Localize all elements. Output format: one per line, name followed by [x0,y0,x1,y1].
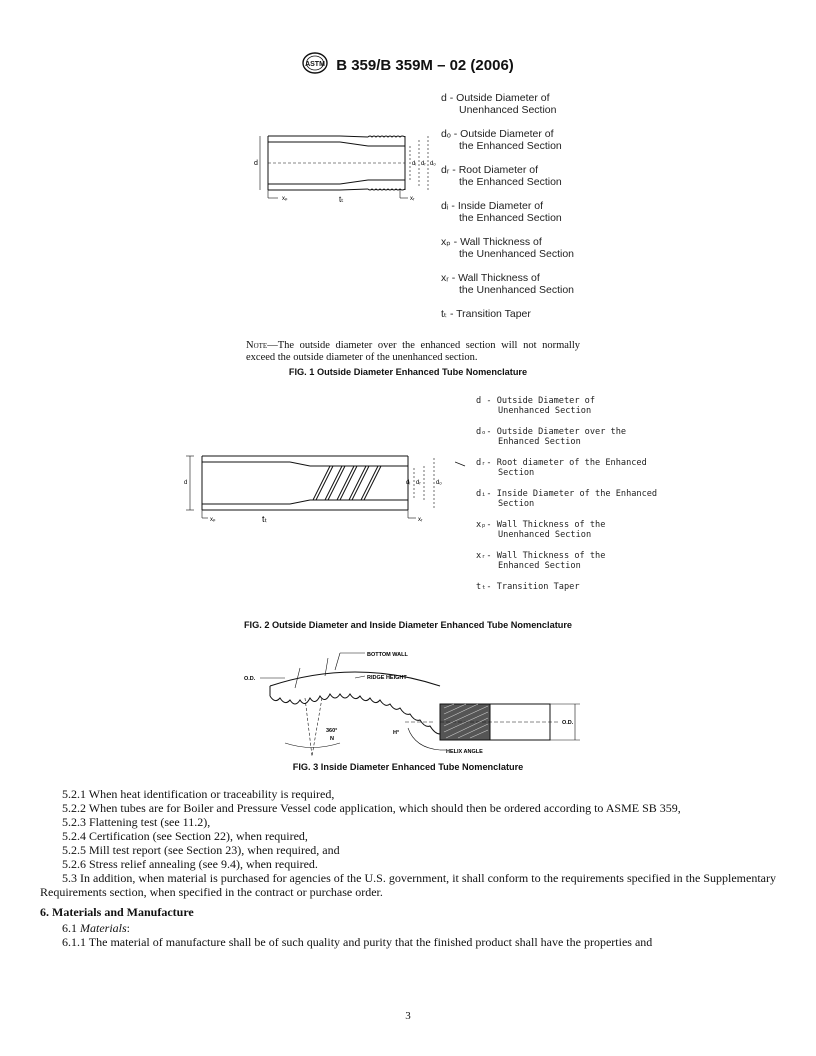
fig3-label-od-right: O.D. [562,720,574,726]
section-heading: 6. Materials and Manufacture [40,905,194,919]
paragraph-5-2-1: 5.2.1 When heat identification or traceability is required, [62,787,335,801]
fig2-legend-item: dᵣ- Root diameter of the Enhanced Section [476,458,647,478]
fig3-label-angle-den: N [330,736,334,742]
fig3-label-od-left: O.D. [244,676,256,682]
fig2-legend-item: dᵢ- Inside Diameter of the Enhanced Section [476,489,658,509]
fig3-label-ridge-height: RIDGE HEIGHT [367,675,407,681]
svg-text:ASTM: ASTM [305,61,326,68]
paragraph-6-1: 6.1 Materials: [62,921,131,935]
fig2-legend-item: tₜ- Transition Taper [476,582,580,592]
paragraph-5-2-2: 5.2.2 When tubes are for Boiler and Pressure Vessel code application, which should then be ordered according to ASME SB 359, [62,801,681,815]
fig1-legend-item: d - Outside Diameter of Unenhanced Section [441,92,557,116]
paragraph-5-3: 5.3 In addition, when material is purchased for agencies of the U.S. government, it shall conform to the requirements specified in the Supplementary Requirements section, when specified in the contract or purchase order. [40,871,776,899]
paragraph-5-2-4: 5.2.4 Certification (see Section 22), when required, [62,829,308,843]
fig1-label-di: dᵢ [412,161,417,167]
fig1-legend-item: dᵣ - Root Diameter of the Enhanced Section [441,164,562,188]
page-number: 3 [405,1010,411,1022]
page-header [0,52,816,79]
fig1-caption: FIG. 1 Outside Diameter Enhanced Tube Nomenclature [288,367,528,377]
body-text [40,787,776,949]
fig1-legend-item: dₒ - Outside Diameter of the Enhanced Section [441,128,562,152]
fig2-label-dr: dᵣ [416,480,421,486]
fig1-legend-item: xᵣ - Wall Thickness of the Unenhanced Section [441,272,575,296]
fig1-diagram [240,128,440,208]
astm-logo-icon [302,52,328,79]
fig1-legend-item: xₚ - Wall Thickness of the Unenhanced Section [441,236,575,260]
fig2-legend-item: xₚ- Wall Thickness of the Unenhanced Section [476,520,606,540]
fig1-legend-item: dᵢ - Inside Diameter of the Enhanced Section [441,200,562,224]
fig2-legend-item: xᵣ- Wall Thickness of the Enhanced Section [476,551,606,571]
fig2-legend-item: dₒ- Outside Diameter over the Enhanced Section [476,427,627,447]
fig3-label-h: H° [393,730,400,736]
fig1-label-do: dₒ [430,161,436,167]
fig2-legend [476,396,676,592]
document-title: B 359/B 359M – 02 (2006) [336,57,514,74]
fig2-caption: FIG. 2 Outside Diameter and Inside Diameter Enhanced Tube Nomenclature [243,620,573,630]
fig2-label-di: dᵢ [406,480,411,486]
paragraph-5-2-5: 5.2.5 Mill test report (see Section 23), when required, and [62,843,340,857]
fig1-label-dr: dᵣ [421,161,426,167]
paragraph-6-1-1: 6.1.1 The material of manufacture shall be of such quality and purity that the finished product shall have the properties and [62,935,653,949]
fig2-diagram [178,448,448,528]
fig3-label-helix-angle: HELIX ANGLE [446,749,483,755]
fig3-label-angle-num: 360° [326,728,338,734]
paragraph-5-2-3: 5.2.3 Flattening test (see 11.2), [62,815,211,829]
fig2-leader-dash [455,459,467,469]
fig1-label-tt: tₜ [339,195,344,204]
fig2-label-xp: xₚ [210,517,216,523]
fig1-legend [441,92,641,320]
fig3-diagram [240,648,600,760]
fig1-label-xr: xᵣ [410,196,415,202]
fig2-label-d: d [184,480,188,486]
fig2-legend-item: d - Outside Diameter of Unenhanced Section [476,396,596,416]
paragraph-5-2-6: 5.2.6 Stress relief annealing (see 9.4), when required. [62,857,318,871]
fig2-label-do: dₒ [436,480,442,486]
fig2-label-tt: tₜ [262,514,268,524]
fig1-label-d: d [254,160,258,167]
fig1-legend-item: tₜ - Transition Taper [441,308,531,320]
fig2-label-xr: xᵣ [418,517,423,523]
fig1-label-xp: xₚ [282,196,288,202]
fig1-note: Note—The outside diameter over the enhanced section will not normally exceed the outside diameter of the unenhanced section. [246,340,580,363]
fig3-label-bottom-wall: BOTTOM WALL [367,652,408,658]
fig3-caption: FIG. 3 Inside Diameter Enhanced Tube Nomenclature [292,762,524,772]
